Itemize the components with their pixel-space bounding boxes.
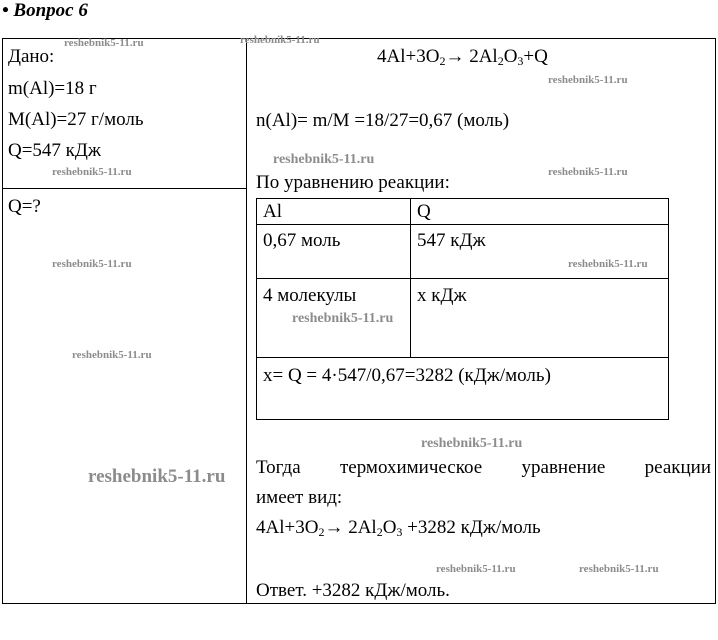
final-part-c: O bbox=[382, 517, 397, 538]
thermo-text-line-2: имеет вид: bbox=[256, 487, 343, 508]
watermark: reshebnik5-11.ru bbox=[548, 166, 628, 178]
reaction-part-c: O bbox=[503, 46, 518, 67]
thermo-text-line-1: Тогда термохимическое уравнение реакции bbox=[256, 457, 711, 478]
table-cell-molecules: 4 молекулы bbox=[263, 285, 357, 306]
moles-calculation: n(Al)= m/M =18/27=0,67 (моль) bbox=[256, 110, 510, 131]
table-cell-unknown: х кДж bbox=[417, 285, 467, 306]
table-col-line bbox=[410, 198, 411, 358]
table-header-al: Al bbox=[263, 201, 282, 222]
given-divider bbox=[2, 188, 247, 189]
given-heat: Q=547 кДж bbox=[8, 140, 102, 161]
watermark: reshebnik5-11.ru bbox=[88, 466, 226, 487]
column-divider bbox=[246, 38, 247, 604]
given-heading: Дано: bbox=[8, 46, 55, 67]
table-cell-moles: 0,67 моль bbox=[263, 230, 341, 251]
table-calculation: х= Q = 4·547/0,67=3282 (кДж/моль) bbox=[263, 365, 551, 386]
final-sub-2: 2 bbox=[376, 525, 383, 539]
watermark: reshebnik5-11.ru bbox=[273, 152, 375, 167]
reaction-sub-2: 2 bbox=[497, 54, 504, 68]
table-row-line-3 bbox=[256, 357, 669, 358]
watermark: reshebnik5-11.ru bbox=[568, 258, 648, 270]
final-sub-1: 2 bbox=[318, 525, 325, 539]
question-title: • Вопрос 6 bbox=[2, 0, 88, 21]
watermark: reshebnik5-11.ru bbox=[64, 37, 144, 49]
reaction-sub-1: 2 bbox=[439, 54, 446, 68]
answer-line: Ответ. +3282 кДж/моль. bbox=[256, 580, 450, 601]
watermark: reshebnik5-11.ru bbox=[52, 166, 132, 178]
watermark: reshebnik5-11.ru bbox=[436, 563, 516, 575]
table-header-q: Q bbox=[417, 201, 431, 222]
table-cell-heat: 547 кДж bbox=[417, 230, 486, 251]
reaction-equation bbox=[377, 46, 548, 69]
final-part-a: 4Al+3O bbox=[256, 517, 319, 538]
watermark: reshebnik5-11.ru bbox=[240, 34, 320, 46]
reaction-sub-3: 3 bbox=[517, 54, 524, 68]
table-row-line-2 bbox=[256, 278, 669, 279]
final-equation bbox=[256, 517, 541, 540]
final-sub-3: 3 bbox=[396, 525, 403, 539]
reaction-part-d: +Q bbox=[523, 46, 548, 67]
final-part-b: → 2Al bbox=[324, 517, 377, 538]
watermark: reshebnik5-11.ru bbox=[421, 436, 523, 451]
find-value: Q=? bbox=[8, 196, 41, 217]
by-reaction-label: По уравнению реакции: bbox=[256, 172, 450, 193]
watermark: reshebnik5-11.ru bbox=[72, 349, 152, 361]
watermark: reshebnik5-11.ru bbox=[292, 311, 394, 326]
watermark: reshebnik5-11.ru bbox=[548, 74, 628, 86]
watermark: reshebnik5-11.ru bbox=[579, 563, 659, 575]
watermark: reshebnik5-11.ru bbox=[52, 258, 132, 270]
given-mass: m(Al)=18 г bbox=[8, 78, 97, 99]
reaction-part-b: → 2Al bbox=[445, 46, 498, 67]
given-molar-mass: M(Al)=27 г/моль bbox=[8, 109, 144, 130]
reaction-part-a: 4Al+3O bbox=[377, 46, 440, 67]
table-row-line-1 bbox=[256, 224, 669, 225]
final-part-d: +3282 кДж/моль bbox=[402, 517, 541, 538]
